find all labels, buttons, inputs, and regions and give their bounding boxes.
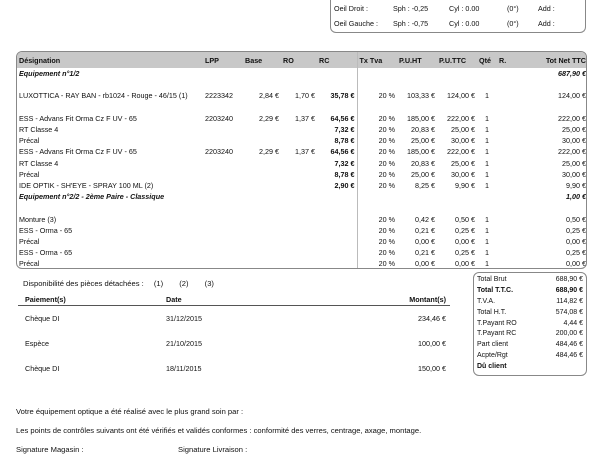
table-cell: Précal — [19, 169, 40, 179]
table-row — [17, 180, 587, 191]
rx-right-sph: Sph : -0,25 — [393, 4, 429, 13]
table-cell: 20 % — [357, 90, 397, 101]
table-cell: 0,00 € — [415, 259, 435, 269]
table-cell: 103,33 € — [407, 91, 435, 101]
table-cell — [243, 236, 281, 247]
table-cell: 0,21 € — [415, 225, 435, 235]
table-cell: 185,00 € — [407, 113, 435, 123]
table-cell — [497, 79, 523, 90]
table-cell: 20 % — [357, 158, 397, 169]
col-header: R. — [499, 55, 507, 65]
table-cell: Monture (3) — [19, 214, 57, 224]
table-cell — [317, 202, 357, 213]
table-cell: 2203240 — [205, 113, 233, 123]
table-cell — [497, 146, 523, 157]
table-cell: 0,50 € — [566, 214, 586, 224]
table-cell — [497, 90, 523, 101]
table-row — [17, 124, 587, 135]
totals-label: Total H.T. — [477, 308, 507, 316]
table-cell — [243, 191, 281, 202]
table-cell — [281, 68, 317, 79]
totals-label: Total T.T.C. — [477, 286, 514, 294]
signature-store: Signature Magasin : — [16, 445, 84, 454]
table-cell — [357, 202, 397, 213]
table-cell: Précal — [19, 237, 40, 246]
table-cell: 8,78 € — [334, 136, 355, 146]
table-cell: 1,37 € — [295, 147, 315, 157]
table-cell — [243, 180, 281, 191]
totals-label: Dû client — [477, 363, 507, 371]
totals-label: T.V.A. — [477, 297, 496, 305]
table-cell — [281, 258, 317, 269]
table-cell — [281, 202, 317, 213]
table-cell — [497, 102, 523, 113]
prescription-box — [330, 0, 586, 33]
payment-method: Chèque DI — [25, 364, 60, 373]
col-header: Qté — [479, 55, 491, 65]
table-cell: 2,29 € — [259, 147, 279, 157]
dispo-item: (1) — [153, 279, 164, 288]
table-cell: 1,37 € — [295, 113, 315, 123]
table-cell — [497, 202, 523, 213]
table-cell — [281, 191, 317, 202]
totals-value: 4,44 € — [563, 319, 583, 327]
table-cell — [203, 79, 243, 90]
invoice-table — [16, 51, 587, 269]
table-cell — [437, 68, 477, 79]
payment-amount: 100,00 € — [418, 339, 446, 348]
col-header: RO — [283, 55, 294, 65]
table-cell: 25,00 € — [451, 158, 475, 168]
table-cell — [203, 102, 243, 113]
totals-value: 484,46 € — [555, 341, 583, 349]
totals-label: T.Payant RO — [477, 319, 517, 327]
table-cell — [497, 124, 523, 135]
table-cell — [317, 225, 357, 236]
footer-controls-text: Les points de contrôles suivants ont été vérifiés et validés conformes : conformité des verres, centrage, axage, montage. — [16, 426, 422, 435]
table-cell — [203, 158, 243, 169]
signature-delivery: Signature Livraison : — [178, 445, 248, 454]
table-cell — [397, 68, 437, 79]
table-cell — [357, 68, 397, 79]
payment-date: 31/12/2015 — [166, 314, 202, 323]
table-cell: 7,32 € — [334, 124, 355, 134]
totals-row — [477, 286, 583, 297]
table-cell: 0,00 € — [566, 237, 586, 246]
table-row — [17, 202, 587, 213]
table-cell — [477, 79, 497, 90]
payment-method: Espèce — [25, 339, 49, 348]
table-cell — [437, 102, 477, 113]
table-cell: 7,32 € — [334, 158, 355, 168]
table-cell: 1 — [485, 124, 489, 134]
table-cell — [437, 191, 477, 202]
table-cell — [243, 124, 281, 135]
table-cell — [203, 247, 243, 258]
table-cell: 25,00 € — [451, 124, 475, 134]
table-cell — [497, 258, 523, 269]
table-cell: 1 — [485, 225, 489, 235]
totals-value: 484,46 € — [555, 352, 583, 360]
table-cell — [497, 236, 523, 247]
footer-care-text: Votre équipement optique a été réalisé avec le plus grand soin par : — [16, 407, 244, 416]
totals-value: 688,90 € — [555, 286, 583, 294]
table-cell — [281, 135, 317, 146]
col-header: Désignation — [19, 55, 61, 65]
rx-left-sph: Sph : -0,75 — [393, 19, 429, 28]
col-header: Tx Tva — [357, 52, 397, 68]
table-cell: 2223342 — [205, 91, 233, 101]
table-cell — [243, 135, 281, 146]
totals-row — [477, 275, 583, 286]
table-cell — [243, 258, 281, 269]
table-cell: 1 — [485, 214, 489, 224]
totals-value: 574,08 € — [555, 308, 583, 316]
table-cell — [523, 102, 587, 113]
table-cell — [497, 214, 523, 225]
table-cell: 0,25 € — [566, 225, 586, 235]
table-cell — [497, 169, 523, 180]
table-cell: Précal — [19, 259, 40, 269]
table-cell: 1 — [485, 259, 489, 269]
table-cell — [317, 214, 357, 225]
table-cell: 20 % — [357, 225, 397, 236]
table-cell — [243, 225, 281, 236]
table-cell: 0,42 € — [415, 214, 435, 224]
table-header-row — [17, 52, 587, 68]
table-cell — [523, 202, 587, 213]
table-row — [17, 79, 587, 90]
table-cell: 20 % — [357, 247, 397, 258]
table-cell: ESS - Advans Fit Orma Cz F UV - 65 — [19, 113, 137, 123]
table-cell: ESS - Orma - 65 — [19, 248, 73, 258]
table-cell: 222,00 € — [447, 113, 475, 123]
table-cell: 1,00 € — [566, 192, 586, 202]
totals-row — [477, 308, 583, 319]
table-cell: 25,00 € — [562, 124, 586, 134]
table-cell: 1 — [485, 91, 489, 101]
totals-box — [473, 272, 587, 376]
payment-date: 21/10/2015 — [166, 339, 202, 348]
table-cell: 20 % — [357, 214, 397, 225]
rx-right-eye — [331, 3, 585, 15]
payments-header-method: Paiement(s) — [25, 295, 66, 304]
table-cell: 20 % — [357, 180, 397, 191]
table-cell — [281, 158, 317, 169]
table-cell: 2203240 — [205, 147, 233, 157]
totals-value: 114,82 € — [556, 297, 583, 305]
col-header: Tot Net TTC — [545, 55, 586, 65]
table-cell — [497, 191, 523, 202]
table-cell: 1 — [485, 181, 489, 190]
payment-amount: 234,46 € — [418, 314, 446, 323]
table-cell: 0,00 € — [455, 237, 475, 246]
table-cell — [357, 79, 397, 90]
payment-row — [18, 306, 450, 331]
rx-left-add: Add : — [538, 19, 555, 28]
table-row — [17, 258, 587, 269]
table-cell: 30,00 € — [451, 136, 475, 146]
table-cell: 687,90 € — [558, 69, 586, 78]
table-cell: 222,00 € — [447, 147, 475, 157]
table-cell — [397, 102, 437, 113]
table-cell: 25,00 € — [411, 169, 435, 179]
payment-row — [18, 331, 450, 356]
table-cell: 124,00 € — [558, 91, 586, 101]
table-cell — [243, 68, 281, 79]
totals-label: Part client — [477, 341, 509, 349]
table-cell: 0,50 € — [455, 214, 475, 224]
totals-row — [477, 297, 583, 308]
table-cell: 0,00 € — [415, 237, 435, 246]
table-cell — [203, 225, 243, 236]
table-cell — [497, 247, 523, 258]
table-row — [17, 169, 587, 180]
table-row — [17, 102, 587, 113]
table-cell — [477, 191, 497, 202]
table-row — [17, 236, 587, 247]
table-cell: 1,70 € — [295, 91, 315, 101]
rx-right-axis: (0°) — [507, 4, 519, 13]
dispo-label: Disponibilité des pièces détachées : — [23, 279, 144, 288]
table-cell — [281, 180, 317, 191]
table-cell — [203, 214, 243, 225]
table-cell — [437, 79, 477, 90]
table-cell — [281, 124, 317, 135]
table-cell — [477, 102, 497, 113]
table-cell — [317, 258, 357, 269]
table-cell — [203, 124, 243, 135]
table-cell: 1 — [485, 136, 489, 146]
table-cell: 1 — [485, 169, 489, 179]
table-row — [17, 90, 587, 101]
table-row — [17, 158, 587, 169]
table-cell — [243, 102, 281, 113]
table-cell: 2,90 € — [334, 181, 355, 190]
table-cell: ESS - Orma - 65 — [19, 225, 73, 235]
table-cell — [243, 214, 281, 225]
totals-row — [477, 351, 583, 362]
table-cell: 0,00 € — [455, 259, 475, 269]
table-cell — [243, 247, 281, 258]
table-cell: 25,00 € — [562, 158, 586, 168]
rx-left-label: Oeil Gauche : — [334, 19, 378, 28]
table-cell — [357, 102, 397, 113]
table-cell: 20,83 € — [411, 124, 435, 134]
table-cell: IDE OPTIK - SH'EYE - SPRAY 100 ML (2) — [19, 181, 154, 190]
rx-right-cyl: Cyl : 0.00 — [449, 4, 480, 13]
table-cell: 25,00 € — [411, 136, 435, 146]
table-cell — [397, 202, 437, 213]
table-cell — [281, 225, 317, 236]
table-cell — [317, 102, 357, 113]
table-cell — [317, 236, 357, 247]
rx-left-cyl: Cyl : 0.00 — [449, 19, 480, 28]
table-cell: Equipement n°1/2 — [19, 69, 80, 78]
table-cell — [243, 79, 281, 90]
payment-amount: 150,00 € — [418, 364, 446, 373]
totals-label: Total Brut — [477, 276, 507, 283]
table-cell: Précal — [19, 136, 40, 146]
rx-right-label: Oeil Droit : — [334, 4, 368, 13]
col-header: P.U.TTC — [439, 55, 467, 65]
table-cell: 2,84 € — [259, 91, 279, 101]
table-cell: 9,90 € — [455, 181, 475, 190]
totals-value: 200,00 € — [555, 330, 583, 338]
table-row — [17, 225, 587, 236]
table-cell: 1 — [485, 147, 489, 157]
table-row — [17, 113, 587, 124]
table-cell: 20 % — [357, 135, 397, 146]
table-cell: 20 % — [357, 146, 397, 157]
table-cell: 9,90 € — [566, 181, 586, 190]
table-cell — [497, 180, 523, 191]
table-cell: 30,00 € — [562, 136, 586, 146]
table-row — [17, 214, 587, 225]
table-cell: 8,78 € — [334, 169, 355, 179]
table-cell: Equipement n°2/2 - 2ème Paire - Classique — [19, 192, 165, 202]
table-cell: 2,29 € — [259, 113, 279, 123]
payment-method: Chèque DI — [25, 314, 60, 323]
col-header: Base — [245, 55, 263, 65]
table-cell: 35,78 € — [330, 91, 355, 101]
table-cell — [357, 191, 397, 202]
table-cell: ESS - Advans Fit Orma Cz F UV - 65 — [19, 147, 137, 157]
table-cell: RT Classe 4 — [19, 124, 59, 134]
table-row — [17, 247, 587, 258]
table-cell — [317, 191, 357, 202]
table-cell — [317, 247, 357, 258]
table-cell: 222,00 € — [558, 113, 586, 123]
table-cell — [281, 79, 317, 90]
table-cell: 1 — [485, 158, 489, 168]
table-cell — [203, 191, 243, 202]
table-cell — [497, 225, 523, 236]
payment-row — [18, 356, 450, 381]
table-cell: 1 — [485, 113, 489, 123]
dispo-item: (2) — [179, 279, 189, 288]
payment-date: 18/11/2015 — [166, 364, 202, 373]
table-cell — [497, 135, 523, 146]
table-cell: 20 % — [357, 169, 397, 180]
table-cell: 20 % — [357, 124, 397, 135]
table-cell: 222,00 € — [558, 147, 586, 157]
payments-header-amount: Montant(s) — [409, 295, 446, 304]
table-cell — [243, 202, 281, 213]
table-cell: 0,25 € — [455, 225, 475, 235]
totals-label: T.Payant RC — [477, 330, 517, 338]
table-cell — [203, 202, 243, 213]
table-cell — [17, 79, 203, 90]
dispo-item: (3) — [204, 279, 214, 288]
table-cell — [397, 79, 437, 90]
table-cell — [317, 79, 357, 90]
spare-parts-availability — [23, 279, 214, 288]
totals-row — [477, 329, 583, 340]
payments-table — [18, 294, 450, 381]
table-cell — [437, 202, 477, 213]
table-cell: 20 % — [357, 236, 397, 247]
table-cell: 124,00 € — [447, 91, 475, 101]
table-cell — [243, 169, 281, 180]
table-cell: 20 % — [357, 113, 397, 124]
table-cell — [397, 191, 437, 202]
table-cell: LUXOTTICA - RAY BAN - rb1024 - Rouge - 46/15 (1) — [19, 91, 188, 101]
table-cell — [477, 68, 497, 79]
table-cell: 30,00 € — [562, 169, 586, 179]
table-cell — [17, 102, 203, 113]
rx-right-add: Add : — [538, 4, 555, 13]
section-row — [17, 68, 587, 79]
totals-row — [477, 362, 583, 373]
rx-left-eye — [331, 18, 585, 30]
totals-value: 688,90 € — [555, 276, 583, 283]
table-cell — [203, 180, 243, 191]
totals-row — [477, 319, 583, 330]
rx-left-axis: (0°) — [507, 19, 519, 28]
col-header: LPP — [205, 55, 219, 65]
table-row — [17, 135, 587, 146]
table-cell: 1 — [485, 237, 489, 246]
payments-header — [18, 294, 450, 306]
section-row — [17, 191, 587, 202]
table-cell — [281, 247, 317, 258]
table-cell — [203, 135, 243, 146]
table-cell: RT Classe 4 — [19, 158, 59, 168]
table-cell — [317, 68, 357, 79]
table-cell — [17, 202, 203, 213]
table-cell: 64,56 € — [330, 113, 355, 123]
table-cell — [281, 236, 317, 247]
table-cell: 20,83 € — [411, 158, 435, 168]
table-cell: 20 % — [357, 258, 397, 269]
col-header: P.U.HT — [399, 55, 422, 65]
table-cell: 0,21 € — [415, 248, 435, 258]
totals-row — [477, 340, 583, 351]
table-cell — [523, 79, 587, 90]
table-cell: 64,56 € — [330, 147, 355, 157]
table-cell — [281, 102, 317, 113]
table-cell: 1 — [485, 248, 489, 258]
table-row — [17, 146, 587, 157]
table-cell: 0,25 € — [566, 248, 586, 258]
table-cell — [203, 68, 243, 79]
table-cell: 0,25 € — [455, 248, 475, 258]
payments-header-date: Date — [166, 295, 182, 304]
table-cell — [281, 214, 317, 225]
table-cell — [497, 68, 523, 79]
table-cell — [497, 158, 523, 169]
table-cell — [497, 113, 523, 124]
table-cell — [203, 169, 243, 180]
table-cell — [203, 236, 243, 247]
table-cell — [281, 169, 317, 180]
table-cell: 0,00 € — [566, 259, 586, 269]
table-cell — [243, 158, 281, 169]
table-cell: 185,00 € — [407, 147, 435, 157]
table-cell: 30,00 € — [451, 169, 475, 179]
totals-label: Acpte/Rgt — [477, 352, 508, 360]
table-cell: 8,25 € — [415, 181, 435, 190]
table-cell — [203, 258, 243, 269]
table-cell — [477, 202, 497, 213]
col-header: RC — [319, 55, 330, 65]
